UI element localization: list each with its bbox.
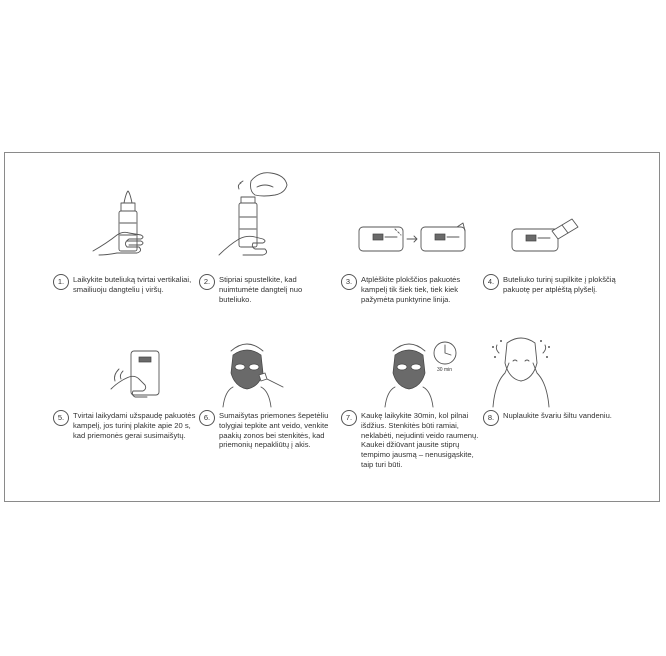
step-text: Laikykite buteliuką tvirtai vertikaliai, smailiuoju dangteliu į viršų. xyxy=(73,275,192,294)
step-4 xyxy=(483,275,643,295)
step-1 xyxy=(53,275,193,295)
step-number: 4. xyxy=(483,274,499,290)
face-mask-timer-icon xyxy=(381,339,461,407)
step-3 xyxy=(341,275,481,304)
step-text: Nuplaukite švariu šiltu vandeniu. xyxy=(503,411,612,420)
step-number: 3. xyxy=(341,274,357,290)
step-text: Buteliuko turinį supilkite į plokščią pakuotę per atplėštą plyšelį. xyxy=(503,275,616,294)
step-text: Kaukę laikykite 30min, kol pilnai išdžius. Stenkitės būti ramiai, neklabėti, nejudinti veido raumenų. Kaukei džiūvant jausite stiprų tempimo jausmą – nenusigąskite, taip turi būti. xyxy=(361,411,479,469)
step-number: 1. xyxy=(53,274,69,290)
step-7 xyxy=(341,411,486,470)
instructions-panel xyxy=(4,152,660,502)
timer-label: 30 min xyxy=(437,367,453,373)
pouch-tear-icon xyxy=(357,221,467,255)
face-wash-icon xyxy=(485,333,557,407)
step-5 xyxy=(53,411,198,440)
step-number: 8. xyxy=(483,410,499,426)
step-text: Sumaišytas priemones šepetėliu tolygiai tepkite ant veido, venkite paakių zonos bei stenkitės, kad priemonių nepakliūtų į akis. xyxy=(219,411,329,450)
step-text: Atplėškite plokščios pakuotės kampelį tik šiek tiek, tiek kiek pažymėta punktyrine linija. xyxy=(361,275,461,304)
step-number: 2. xyxy=(199,274,215,290)
step-number: 7. xyxy=(341,410,357,426)
step-text: Stipriai spustelkite, kad nuimtumėte dangtelį nuo buteliuko. xyxy=(219,275,303,304)
bottle-hand-icon xyxy=(93,191,163,256)
step-number: 6. xyxy=(199,410,215,426)
step-2 xyxy=(199,275,329,304)
bottle-cap-off-icon xyxy=(215,167,295,257)
step-text: Tvirtai laikydami užspaudę pakuotės kampelį, jos turinį plakite apie 20 s, kad priemonės gerai susimaišytų. xyxy=(73,411,196,440)
step-6 xyxy=(199,411,334,450)
step-number: 5. xyxy=(53,410,69,426)
pouch-pour-icon xyxy=(510,217,585,255)
step-8 xyxy=(483,411,643,426)
pouch-shake-icon xyxy=(109,349,169,401)
face-brush-icon xyxy=(219,339,289,407)
